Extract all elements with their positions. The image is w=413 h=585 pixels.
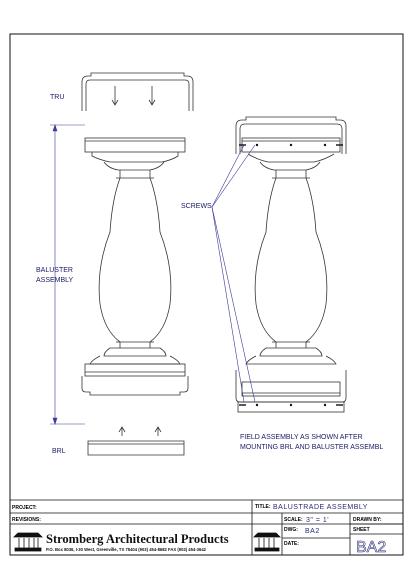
baluster-top-block xyxy=(85,138,185,152)
screw-ends xyxy=(239,145,343,405)
note-line-1: FIELD ASSEMBLY AS SHOWN AFTER xyxy=(240,434,363,441)
sheet-label: SHEET xyxy=(353,527,370,533)
baluster-body-left xyxy=(99,178,120,342)
date-label: DATE: xyxy=(284,541,299,547)
dwg-label: DWG: xyxy=(284,527,298,533)
screw-marks xyxy=(256,144,326,406)
drawn-by-label: DRAWN BY: xyxy=(353,517,382,523)
dwg-value: BA2 xyxy=(305,528,320,535)
note-line-2: MOUNTING BRL AND BALUSTER ASSEMBL xyxy=(240,444,384,451)
revisions-label: REVISIONS: xyxy=(12,517,41,523)
title-label: TITLE: xyxy=(255,504,271,510)
company-name: Stromberg Architectural Products xyxy=(46,532,229,546)
brl-bottom-rail xyxy=(88,441,184,455)
title-value: BALUSTRADE ASSEMBLY xyxy=(273,504,368,511)
tru-label: TRU xyxy=(50,94,65,101)
baluster-dimension xyxy=(50,125,85,424)
left-exploded-view xyxy=(82,73,193,455)
sheet-border xyxy=(10,34,403,555)
baluster-base-block xyxy=(85,364,185,376)
tru-top-cap xyxy=(82,73,193,111)
company-logo-left xyxy=(14,533,42,551)
brl-label: BRL xyxy=(52,448,66,455)
sheet-value: BA2 xyxy=(356,539,387,556)
company-logo-right xyxy=(254,533,280,551)
company-address: P.O. Box 8036, I-30 West, Greenville, TX 75404 (903) 454-8682 FAX (903) 454-3642 xyxy=(46,547,206,552)
baluster-label-1: BALUSTER xyxy=(36,267,73,274)
screw-leaders xyxy=(212,145,255,402)
screws-label: SCREWS xyxy=(181,203,212,210)
scale-label: SCALE: xyxy=(284,517,303,523)
project-label: PROJECT: xyxy=(12,505,37,511)
scale-value: 3" = 1' xyxy=(306,517,330,524)
right-assembled-view xyxy=(236,117,346,412)
baluster-label-2: ASSEMBLY xyxy=(36,277,74,284)
